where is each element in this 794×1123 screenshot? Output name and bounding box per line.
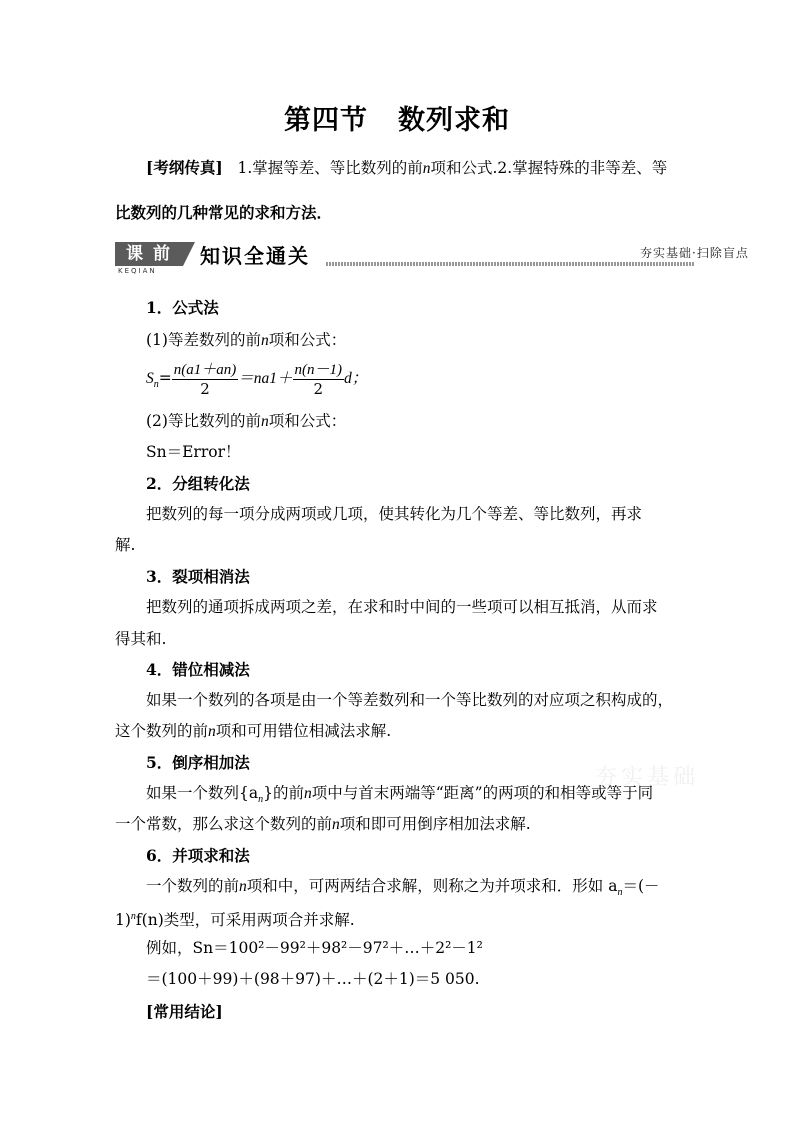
s3-line-1: 把数列的通项拆成两项之差，在求和时中间的一些项可以相互抵消，从而求 xyxy=(146,598,658,616)
heading-telescoping-method: 3．裂项相消法 xyxy=(146,567,250,586)
arithmetic-sum-formula xyxy=(146,358,367,405)
fraction-1-num: n(a1＋an) xyxy=(173,361,237,378)
section-tag-pinyin: KEQIAN xyxy=(118,267,157,275)
section-slogan: 夯实基础·扫除盲点 xyxy=(640,246,749,260)
s6-line-1-c: ＝(－ xyxy=(622,877,660,895)
s4-line-1: 如果一个数列的各项是由一个等差数列和一个等比数列的对应项之积构成的， xyxy=(146,691,674,709)
s5-line-1-a: 如果一个数列{a xyxy=(146,784,259,802)
s6-line-2-a: 1) xyxy=(115,911,131,930)
s6-line-2 xyxy=(115,907,355,930)
s2-line-1: 把数列的每一项分成两项或几项，使其转化为几个等差、等比数列，再求 xyxy=(146,505,643,523)
fraction-2-den: 2 xyxy=(313,379,324,398)
fraction-2-num: n(n－1) xyxy=(294,361,343,378)
title-part-1: 第四节 xyxy=(284,105,368,136)
watermark: 夯实基础 xyxy=(595,765,700,790)
formula-tail: d； xyxy=(344,370,368,387)
var-n: n xyxy=(239,878,247,895)
s6-line-1-b: 项和中，可两两结合求解，则称之为并项求和．形如 a xyxy=(246,877,618,895)
var-n: n xyxy=(332,816,340,833)
title-part-2: 数列求和 xyxy=(398,105,510,136)
fraction-1 xyxy=(172,361,239,398)
intro-line-2: 比数列的几种常见的求和方法． xyxy=(115,203,333,222)
s3-line-2: 得其和. xyxy=(115,630,167,648)
s4-line-2 xyxy=(115,721,391,742)
s4-line-2-b: 项和可用错位相减法求解. xyxy=(215,722,392,740)
s1-p2 xyxy=(146,411,346,432)
s6-line-1-a: 一个数列的前 xyxy=(146,877,240,895)
s1-p1-a: (1)等差数列的前 xyxy=(146,331,261,349)
s2-line-2: 解. xyxy=(115,536,136,554)
fraction-2 xyxy=(293,361,345,398)
heading-reverse-addition: 5．倒序相加法 xyxy=(146,753,250,772)
var-n: n xyxy=(260,332,269,349)
page-title xyxy=(0,98,794,137)
example-line-1: 例如，Sn＝100²－99²＋98²－97²＋…＋2²－1² xyxy=(146,939,483,957)
common-conclusions-tag: [常用结论] xyxy=(146,1002,223,1021)
var-n: n xyxy=(260,413,269,430)
intro-line-1 xyxy=(146,158,667,179)
section-title: 知识全通关 xyxy=(200,244,310,268)
syllabus-tag: [考纲传真] xyxy=(146,158,223,177)
section-tag: 课 前 xyxy=(115,242,183,266)
s5-line-2 xyxy=(115,814,531,835)
intro-text-a: 1.掌握等差、等比数列的前 xyxy=(237,159,423,177)
heading-formula-method: 1．公式法 xyxy=(146,298,219,317)
s5-line-1-b: }的前 xyxy=(263,784,304,802)
formula-mid: ＝na1＋ xyxy=(238,370,293,387)
s1-p2-b: 项和公式： xyxy=(268,412,347,430)
s5-line-1-c: 项中与首末两端等“距离”的两项的和相等或等于同 xyxy=(311,784,654,802)
var-n: n xyxy=(208,723,216,740)
var-n: n xyxy=(617,887,623,899)
var-n: n xyxy=(130,911,136,922)
formula-sub: n xyxy=(153,379,159,391)
intro-text-b: 项和公式.2.掌握特殊的非等差、等 xyxy=(430,159,668,177)
heading-misaligned-subtraction: 4．错位相减法 xyxy=(146,660,250,679)
heading-pairwise-summation: 6．并项求和法 xyxy=(146,846,250,865)
s1-p1-b: 项和公式： xyxy=(268,331,347,349)
formula-eq: = xyxy=(158,369,172,387)
formula-s: S xyxy=(146,370,154,387)
geometric-sum-formula: Sn＝Error！ xyxy=(146,443,241,461)
var-n: n xyxy=(303,785,312,802)
s4-line-2-a: 这个数列的前 xyxy=(115,722,209,740)
s5-line-1 xyxy=(146,783,653,810)
s5-line-2-b: 项和即可用倒序相加法求解. xyxy=(339,815,531,833)
s6-line-2-b: f(n)类型，可采用两项合并求解. xyxy=(135,911,355,930)
fraction-1-den: 2 xyxy=(200,379,210,398)
var-n: n xyxy=(258,794,264,806)
section-divider xyxy=(326,262,694,266)
heading-grouping-method: 2．分组转化法 xyxy=(146,474,250,493)
s6-line-1 xyxy=(146,876,660,903)
s1-p1 xyxy=(146,330,346,351)
s1-p2-a: (2)等比数列的前 xyxy=(146,412,261,430)
s5-line-2-a: 一个常数，那么求这个数列的前 xyxy=(115,815,333,833)
var-n: n xyxy=(422,160,431,177)
example-line-2: ＝(100＋99)＋(98＋97)＋…＋(2＋1)＝5 050. xyxy=(146,970,480,988)
